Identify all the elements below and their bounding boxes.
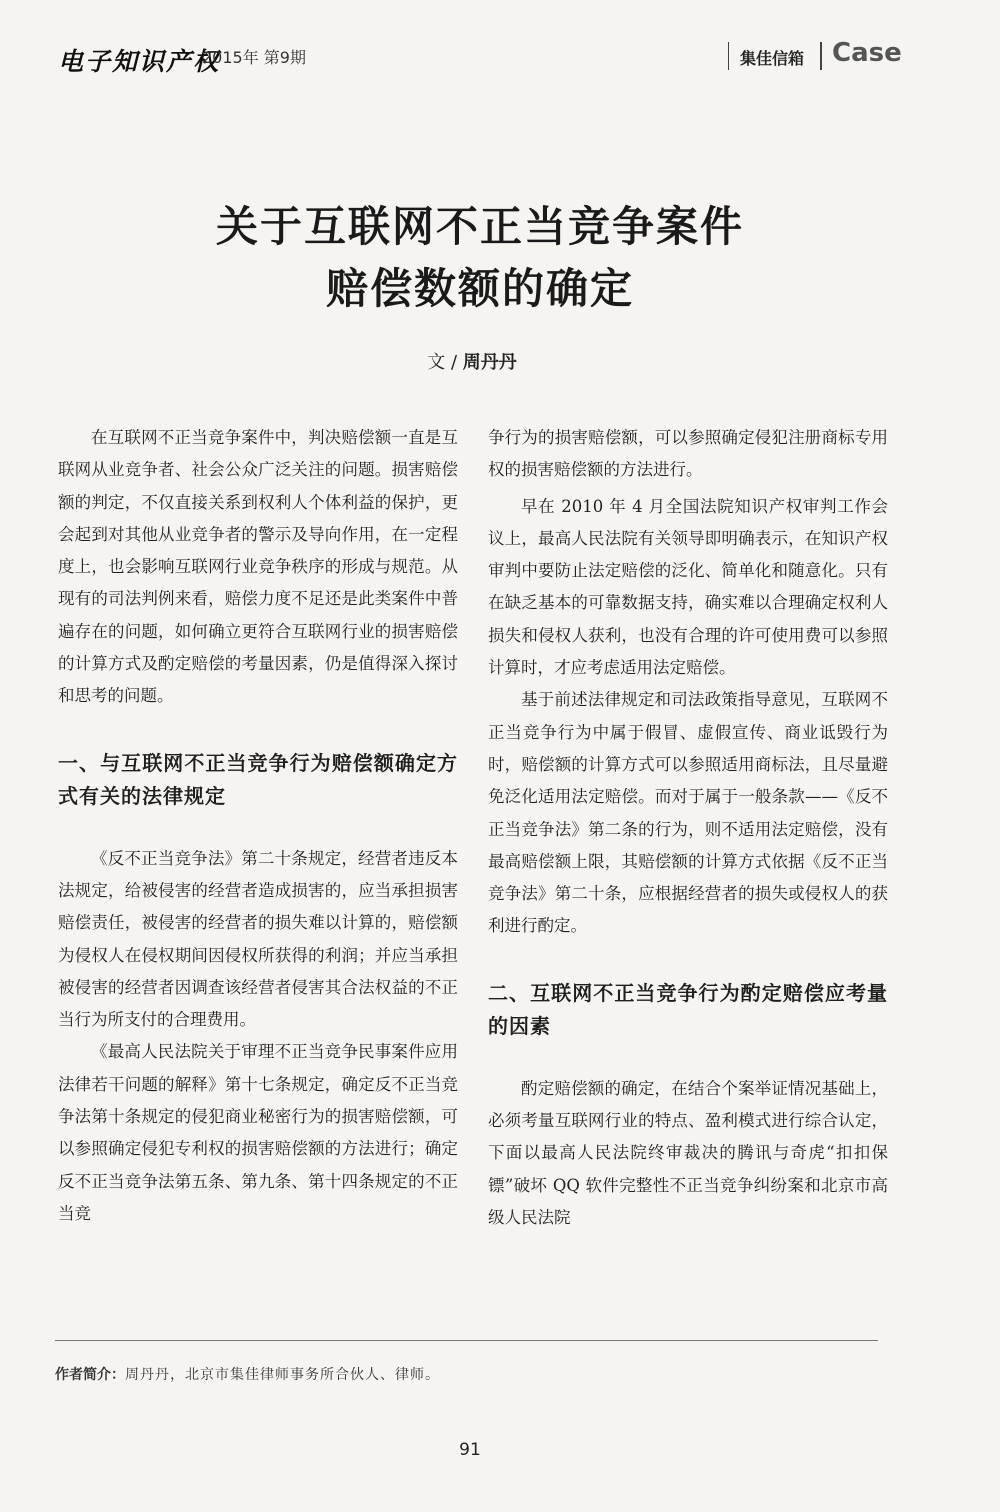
body-paragraph: 早在 2010 年 4 月全国法院知识产权审判工作会议上，最高人民法院有关领导即明确表示，在知识产权审判中要防止法定赔偿的泛化、简单化和随意化。只有在缺乏基本的可靠数据支持，确实难以合理确定权利人损失和侵权人获利，也没有合理的许可使用费可以参照计算时，才应考虑适用法定赔偿。: [488, 496, 888, 678]
byline-prefix: 文 /: [427, 352, 458, 373]
page-header: [0, 0, 1000, 90]
right-column: [488, 422, 888, 1234]
title-line-2: 赔偿数额的确定: [325, 264, 634, 313]
article-title: [100, 196, 860, 320]
issue-label: 2015年 第9期: [202, 48, 306, 67]
page-number: 91: [459, 1440, 481, 1460]
intro-paragraph: 在互联网不正当竞争案件中，判决赔偿额一直是互联网从业竞争者、社会公众广泛关注的问题。损害赔偿额的判定，不仅直接关系到权利人个体利益的保护，更会起到对其他从业竞争者的警示及导向作用，在一定程度上，也会影响互联网行业竞争秩序的形成与规范。从现有的司法判例来看，赔偿力度不足还是此类案件中普遍存在的问题，如何确立更符合互联网行业的损害赔偿的计算方式及酌定赔偿的考量因素，仍是值得深入探讨和思考的问题。: [58, 428, 458, 706]
title-line-1: 关于互联网不正当竞争案件: [215, 202, 744, 251]
footnote-divider: [55, 1340, 878, 1341]
header-divider: [728, 42, 729, 70]
body-paragraph-continued: 争行为的损害赔偿额，可以参照确定侵犯注册商标专用权的损害赔偿额的方法进行。: [488, 428, 888, 480]
section-heading-2: 二、互联网不正当竞争行为酌定赔偿应考量的因素: [488, 980, 888, 1038]
author-name: 周丹丹: [462, 352, 517, 373]
magazine-brand: 电子知识产权: [58, 47, 221, 76]
header-divider: [820, 42, 822, 70]
section-heading-1: 一、与互联网不正当竞争行为赔偿额确定方式有关的法律规定: [58, 750, 458, 808]
author-note: [55, 1364, 440, 1384]
body-paragraph: 酌定赔偿额的确定，在结合个案举证情况基础上，必须考量互联网行业的特点、盈利模式进行综合认定，下面以最高人民法院终审裁决的腾讯与奇虎“扣扣保镖”破坏 QQ 软件完整性不正当竞争纠纷案和北京市高级人民法院: [488, 1078, 888, 1227]
byline: [0, 348, 944, 374]
section-label: Case: [832, 38, 902, 68]
left-column: [58, 422, 458, 1230]
author-note-text: 周丹丹，北京市集佳律师事务所合伙人、律师。: [125, 1367, 440, 1383]
body-paragraph: 《最高人民法院关于审理不正当竞争民事案件应用法律若干问题的解释》第十七条规定，确定反不正当竞争法第十条规定的侵犯商业秘密行为的损害赔偿额，可以参照确定侵犯专利权的损害赔偿额的方法进行；确定反不正当竞争法第五条、第九条、第十四条规定的不正当竞: [58, 1042, 458, 1223]
body-paragraph: 《反不正当竞争法》第二十条规定，经营者违反本法规定，给被侵害的经营者造成损害的，应当承担损害赔偿责任，被侵害的经营者的损失难以计算的，赔偿额为侵权人在侵权期间因侵权所获得的利润；并应当承担被侵害的经营者因调查该经营者侵害其合法权益的不正当行为所支付的合理费用。: [58, 848, 458, 1030]
body-paragraph: 基于前述法律规定和司法政策指导意见，互联网不正当竞争行为中属于假冒、虚假宣传、商业诋毁行为时，赔偿额的计算方式可以参照适用商标法，且尽量避免泛化适用法定赔偿。而对于属于一般条款——《反不正当竞争法》第二条的行为，则不适用法定赔偿，没有最高赔偿额上限，其赔偿额的计算方式依据《反不正当竞争法》第二十条，应根据经营者的损失或侵权人的获利进行酌定。: [488, 690, 888, 936]
column-name: 集佳信箱: [740, 49, 805, 68]
author-note-label: 作者简介：: [55, 1367, 125, 1383]
